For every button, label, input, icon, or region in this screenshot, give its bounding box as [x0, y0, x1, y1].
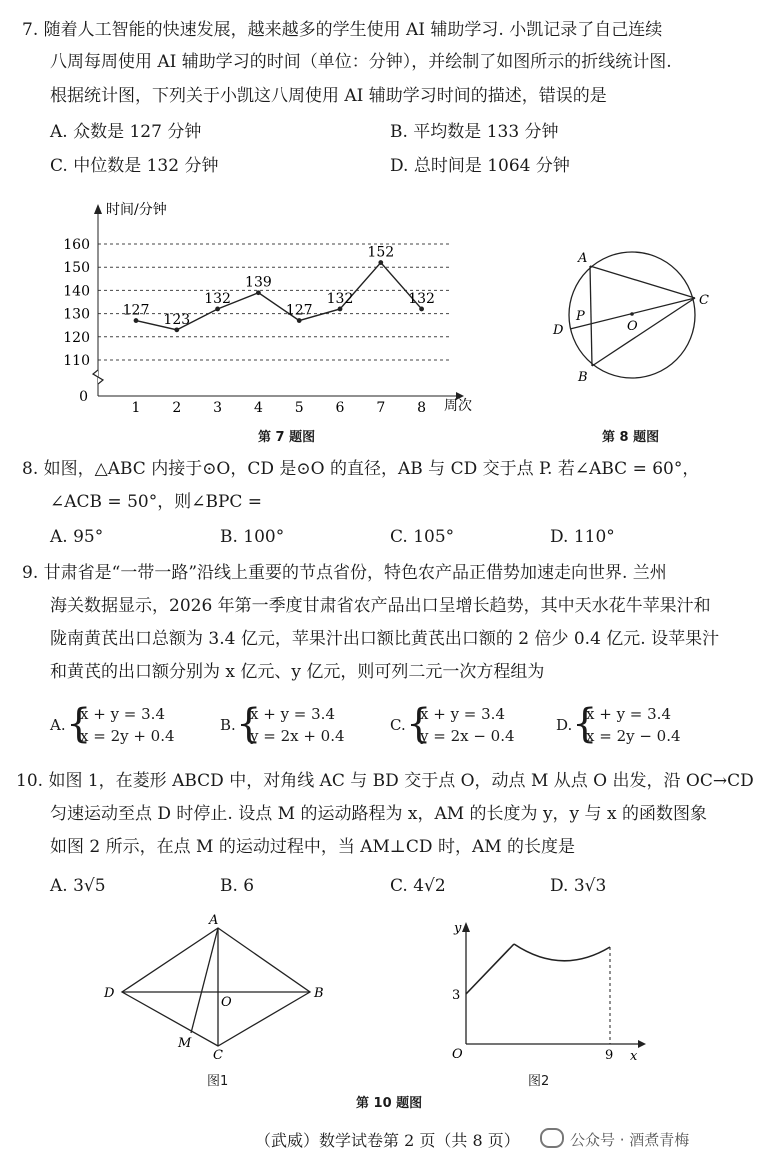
center-dot — [630, 312, 634, 316]
q10-stem-line1: 10. 如图 1，在菱形 ABCD 中，对角线 AC 与 BD 交于点 O，动点 M 从点 O 出发，沿 OC→CD — [16, 771, 754, 791]
x-tick-label: 3 — [213, 400, 223, 416]
label-b: B — [578, 370, 588, 385]
q8-option-a: A. 95° — [50, 527, 104, 547]
axis-break — [93, 370, 103, 384]
fig2-label-9: 9 — [605, 1048, 614, 1063]
q8-option-d: D. 110° — [550, 527, 615, 547]
y-tick-label: 160 — [63, 237, 90, 253]
data-point — [256, 290, 261, 295]
q7-stem-line1: 7. 随着人工智能的快速发展，越来越多的学生使用 AI 辅助学习. 小凯记录了自己连续 — [22, 20, 663, 40]
label-d: D — [553, 323, 564, 338]
wechat-icon — [540, 1128, 564, 1148]
fig2-label-x: x — [630, 1049, 638, 1064]
graph-curve — [514, 944, 610, 961]
q10-option-d: D. 3√3 — [550, 876, 607, 896]
data-label: 139 — [245, 274, 272, 291]
q7-line-chart — [60, 198, 490, 420]
q9-stem-line3: 陇南黄芪出口总额为 3.4 亿元，苹果汁出口额比黄芪出口额的 2 倍少 0.4 亿元. 设苹果汁 — [50, 629, 720, 649]
q9-stem-line2: 海关数据显示，2026 年第一季度甘肃省农产品出口呈增长趋势，其中天水花牛苹果汁和 — [50, 596, 711, 616]
q10-option-c: C. 4√2 — [390, 876, 446, 896]
data-label: 152 — [367, 244, 395, 261]
graph-segment — [466, 944, 514, 994]
q10-stem-line3: 如图 2 所示，在点 M 的运动过程中，当 AM⊥CD 时，AM 的长度是 — [50, 837, 576, 857]
y-axis-arrow — [94, 204, 102, 214]
q9-option-d: D. { x + y = 3.4 x = 2y − 0.4 — [556, 701, 681, 747]
y-tick-label: 110 — [63, 353, 90, 369]
x-axis-title: 周次 — [444, 398, 472, 414]
q8-option-c: C. 105° — [390, 527, 455, 547]
fig1-label-o: O — [221, 995, 232, 1010]
label-p: P — [576, 309, 585, 324]
data-point — [378, 260, 383, 265]
fig1-label-b: B — [314, 986, 324, 1001]
q7-option-d: D. 总时间是 1064 分钟 — [390, 156, 570, 176]
q7-option-a: A. 众数是 127 分钟 — [50, 122, 202, 142]
q8-option-b: B. 100° — [220, 527, 285, 547]
q9-stem-line4: 和黄芪的出口额分别为 x 亿元、y 亿元，则可列二元一次方程组为 — [50, 662, 545, 682]
y-tick-label: 140 — [63, 283, 90, 300]
fig2-label-origin: O — [452, 1047, 463, 1062]
segment-ab — [590, 266, 592, 366]
q10-option-b: B. 6 — [220, 876, 255, 896]
q8-caption: 第 8 题图 — [602, 430, 660, 445]
data-point — [297, 318, 302, 323]
q7-stem-line2: 八周每周使用 AI 辅助学习的时间（单位：分钟），并绘制了如图所示的折线统计图. — [50, 52, 672, 72]
page-footer: （武威）数学试卷第 2 页（共 8 页） — [255, 1131, 520, 1150]
x-tick-label: 8 — [417, 400, 427, 416]
fig1-label-a: A — [209, 913, 219, 928]
q9-stem-line1: 9. 甘肃省是“一带一路”沿线上重要的节点省份，特色农产品正借势加速走向世界. 兰州 — [22, 563, 667, 583]
label-c: C — [699, 293, 709, 308]
q10-stem-line2: 匀速运动至点 D 时停止. 设点 M 的运动路程为 x，AM 的长度为 y，y 与 x 的函数图象 — [50, 804, 707, 824]
x-tick-label: 4 — [253, 400, 263, 416]
q7-caption: 第 7 题图 — [258, 430, 316, 445]
fig1-label-m: M — [178, 1036, 192, 1051]
data-point — [419, 307, 424, 312]
q9-option-c: C. { x + y = 3.4 y = 2x − 0.4 — [390, 701, 515, 747]
data-label: 123 — [163, 311, 191, 328]
fig2-label-y: y — [454, 921, 462, 936]
label-a: A — [578, 251, 588, 266]
segment-ac — [590, 266, 695, 298]
q8-stem-line1: 8. 如图，△ABC 内接于⊙O，CD 是⊙O 的直径，AB 与 CD 交于点 P. 若∠ABC = 60°， — [22, 459, 700, 479]
fig1-label-c: C — [213, 1048, 223, 1062]
label-o: O — [627, 319, 638, 334]
y-tick-label: 150 — [63, 260, 90, 277]
data-label: 132 — [204, 290, 231, 307]
q8-stem-line2: ∠ACB = 50°，则∠BPC = — [50, 492, 263, 512]
x-tick-label: 1 — [131, 400, 141, 416]
q10-fig1-caption: 图1 — [207, 1074, 229, 1089]
watermark — [540, 1128, 689, 1150]
x-tick-label: 6 — [335, 400, 345, 416]
fig2-label-3: 3 — [452, 988, 461, 1003]
x-tick-label: 7 — [376, 400, 386, 416]
y-tick-label: 130 — [63, 306, 90, 323]
data-point — [174, 327, 179, 332]
data-point — [215, 307, 220, 312]
data-point — [134, 318, 139, 323]
rhombus-abcd — [122, 928, 310, 1046]
q10-function-graph — [438, 916, 648, 1066]
q7-option-b: B. 平均数是 133 分钟 — [390, 122, 559, 142]
x-tick-label: 5 — [294, 400, 304, 416]
data-point — [338, 307, 343, 312]
q8-circle-figure — [548, 238, 718, 388]
q9-option-a: A. { x + y = 3.4 x = 2y + 0.4 — [50, 701, 175, 747]
y-axis-arrow — [462, 922, 470, 932]
y-axis-title: 时间/分钟 — [106, 202, 167, 218]
q7-option-c: C. 中位数是 132 分钟 — [50, 156, 219, 176]
q10-caption: 第 10 题图 — [356, 1096, 423, 1111]
x-axis-arrow — [638, 1040, 646, 1048]
data-label: 127 — [285, 302, 313, 319]
q10-fig2-caption: 图2 — [528, 1074, 550, 1089]
q10-rhombus-figure — [96, 912, 346, 1062]
origin-label: 0 — [79, 389, 88, 405]
fig1-label-d: D — [104, 986, 115, 1001]
watermark-text: 公众号 · 酒煮青梅 — [570, 1131, 690, 1149]
data-label: 127 — [122, 302, 150, 319]
x-tick-label: 2 — [172, 400, 182, 416]
y-tick-label: 120 — [63, 329, 90, 346]
q7-stem-line3: 根据统计图，下列关于小凯这八周使用 AI 辅助学习时间的描述，错误的是 — [50, 86, 607, 106]
data-label: 132 — [408, 290, 435, 307]
data-label: 132 — [326, 290, 354, 307]
q10-option-a: A. 3√5 — [50, 876, 106, 896]
q9-option-b: B. { x + y = 3.4 y = 2x + 0.4 — [220, 701, 345, 747]
